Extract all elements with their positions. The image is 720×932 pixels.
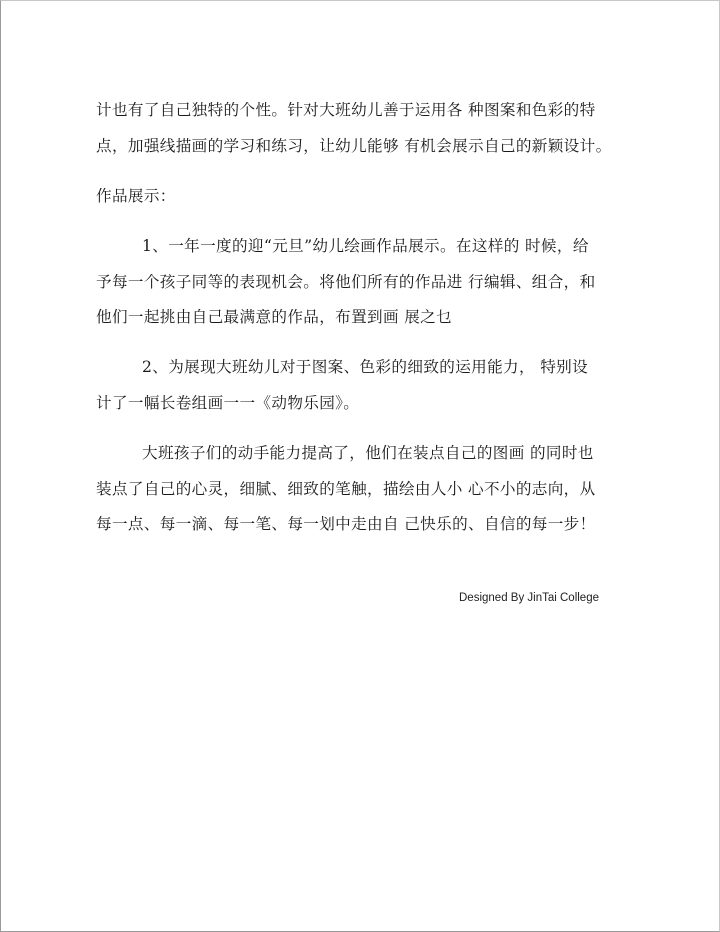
closing-line-3: 每一点、每一滴、每一笔、每一划中走由自 己快乐的、自信的每一步！ (96, 515, 596, 533)
intro-line-1: 计也有了自己独特的个性。针对大班幼儿善于运用各 种图案和色彩的特 (96, 101, 596, 119)
item-2-line-1: 2、为展现大班幼儿对于图案、色彩的细致的运用能力， 特别设 (142, 358, 589, 376)
item-1-line-3: 他们一起挑由自己最满意的作品，布置到画 展之乜 (96, 308, 453, 326)
intro-line-2: 点，加强线描画的学习和练习，让幼儿能够 有机会展示自己的新颖设计。 (96, 137, 612, 155)
item-2-line-2: 计了一幅长卷组画一一《动物乐园》。 (96, 394, 360, 412)
footer-credit: Designed By JinTai College (459, 592, 599, 604)
closing-line-1: 大班孩子们的动手能力提高了，他们在装点自己的图画 的同时也 (142, 444, 594, 462)
closing-line-2: 装点了自己的心灵，细腻、细致的笔触，描绘由人小 心不小的志向，从 (96, 480, 596, 498)
item-1-line-1: 1、一年一度的迎“元旦”幼儿绘画作品展示。在这样的 时候，给 (142, 237, 589, 255)
item-1-line-2: 予每一个孩子同等的表现机会。将他们所有的作品进 行编辑、组合，和 (96, 273, 596, 291)
section-heading: 作品展示： (96, 187, 176, 205)
